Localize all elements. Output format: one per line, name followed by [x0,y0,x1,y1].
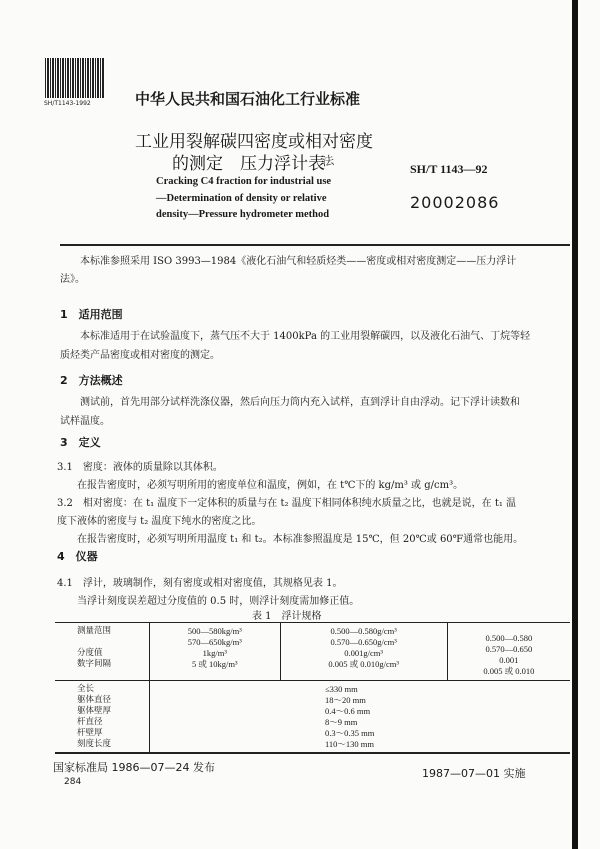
table-caption: 表 1 浮计规格 [252,611,322,622]
intro-line2: 法》。 [60,274,85,285]
cell: 0.570—0.650g/cm³ [330,637,397,647]
cell: 18～20 mm [325,695,366,705]
standard-code: SH/T 1143—92 [410,162,488,176]
cell: 0.500—0.580g/cm³ [330,626,397,636]
dimensions-cell [150,681,571,754]
effective-date: 1987—07—01 实施 [422,767,526,780]
standard-header: 中华人民共和国石油化工行业标准 [135,90,361,108]
cell: 5 或 10kg/m³ [192,659,238,669]
intro-line1: 本标准参照采用 ISO 3993—1984《液化石油气和轻质烃类——密度或相对密度测定——压力浮计 [80,256,517,267]
cell: 0.001 [499,655,519,665]
scan-edge [572,0,578,849]
cell: 110～130 mm [325,739,375,749]
label: 躯体直径 [77,695,112,705]
barcode [45,58,105,98]
cell: ≤330 mm [325,684,358,694]
section-3-2-line1: 3.2 相对密度：在 t₁ 温度下一定体积的质量与在 t₂ 温度下相同体积纯水质量之比，也就是说，在 t₁ 温 [57,498,517,509]
section-4-title: 4 仪器 [57,550,98,563]
title-cn-line2: 的测定 压力浮计表 [172,154,325,174]
section-3-2-line2: 度下液体的密度与 t₂ 温度下纯水的密度之比。 [57,516,262,527]
section-1-line2: 质烃类产品密度或相对密度的测定。 [60,350,220,361]
label: 全长 [77,684,95,694]
handwritten-note: 法 [321,153,336,169]
table-row [55,681,570,754]
g-cm3-column [280,623,447,681]
kg-m3-column [150,623,281,681]
section-3-2-line3: 在报告密度时，必须写明所用温度 t₁ 和 t₂。本标准参照温度是 15℃，但 20℃或 60℉通常也能用。 [77,534,524,545]
cell: 1kg/m³ [202,648,227,658]
footer-divider [55,752,570,754]
label: 测量范围 [77,626,112,636]
section-2-line1: 测试前，首先用部分试样洗涤仪器，然后向压力筒内充入试样，直到浮计自由浮动。记下浮计读数和 [80,397,520,408]
row-labels [55,681,150,754]
title-en-line3: density—Pressure hydrometer method [156,209,330,220]
serial-number: 20002086 [410,193,500,212]
section-3-title: 3 定义 [60,436,101,449]
page-number: 284 [64,777,82,787]
label: 躯体壁厚 [77,706,112,716]
section-1-line1: 本标准适用于在试验温度下，蒸气压不大于 1400kPa 的工业用裂解碳四，以及液化石油气、丁烷等轻 [80,331,531,342]
barcode-label: SH/T1143-1992 [44,100,91,107]
label: 数字间隔 [77,659,112,669]
label: 杆直径 [77,717,103,727]
section-4-1-line2: 当浮计刻度误差超过分度值的 0.5 时，则浮计刻度需加修正值。 [77,596,360,607]
relative-density-column [447,623,570,681]
cell: 0.4～0.6 mm [325,706,371,716]
issue-date: 国家标准局 1986—07—24 发布 [53,761,215,774]
title-en-line2: —Determination of density or relative [156,193,327,204]
cell: 0.001g/cm³ [344,648,383,658]
label: 分度值 [77,648,103,658]
title-en-line1: Cracking C4 fraction for industrial use [156,176,332,187]
section-2-line2: 试样温度。 [60,416,110,427]
section-3-1-line2: 在报告密度时，必须写明所用的密度单位和温度，例如，在 t℃下的 kg/m³ 或 g/cm³。 [77,480,464,491]
table-row [55,623,570,681]
cell: 0.3～0.35 mm [325,728,375,738]
cell: 570—650kg/m³ [187,637,242,647]
cell: 0.570—0.650 [485,644,533,654]
divider [60,244,570,246]
cell: 8～9 mm [325,717,358,727]
cell: 0.005 或 0.010 [483,666,535,676]
hydrometer-spec-table [55,622,570,754]
section-2-title: 2 方法概述 [60,374,123,387]
label [77,637,147,648]
label: 刻度长度 [77,739,112,749]
section-3-1-line1: 3.1 密度：液体的质量除以其体积。 [57,462,223,473]
cell: 0.500—0.580 [485,633,533,643]
section-4-1-line1: 4.1 浮计，玻璃制作，刻有密度或相对密度值，其规格见表 1。 [57,578,343,589]
title-cn-line1: 工业用裂解碳四密度或相对密度 [135,132,373,152]
label: 杆壁厚 [77,728,103,738]
cell: 500—580kg/m³ [187,626,242,636]
cell: 0.005 或 0.010g/cm³ [328,659,399,669]
section-1-title: 1 适用范围 [60,308,123,321]
row-labels [55,623,150,681]
